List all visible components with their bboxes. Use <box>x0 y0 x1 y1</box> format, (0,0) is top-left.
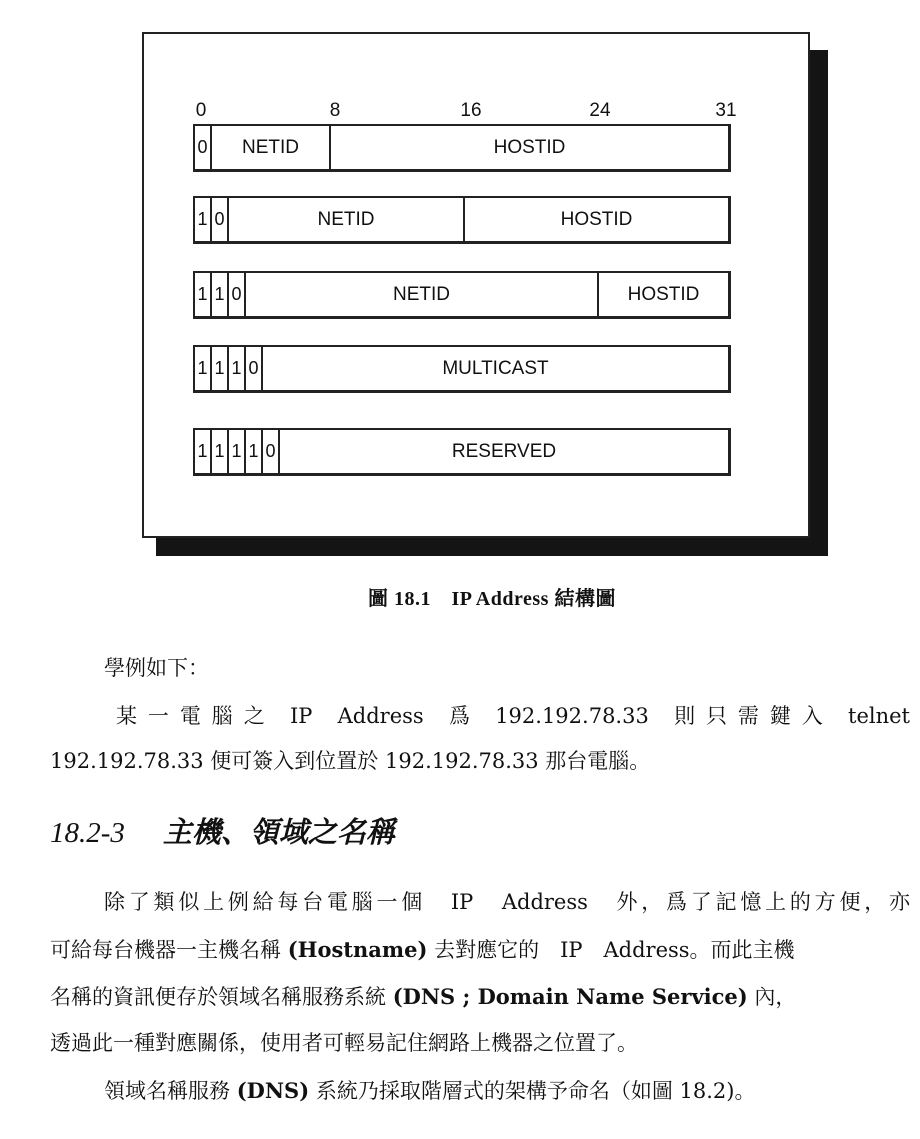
class-b-netid: NETID <box>229 198 465 241</box>
class-c-bit-2: 0 <box>229 273 246 316</box>
class-a-hostid: HOSTID <box>493 136 566 158</box>
class-c-netid: NETID <box>246 273 599 316</box>
section-heading <box>50 810 395 851</box>
dns-term: (DNS ; Domain Name Service) <box>392 984 748 1009</box>
dns-abbrev: (DNS) <box>236 1078 310 1103</box>
bit-position-24: 24 <box>589 100 611 121</box>
body-p1-line-2-c: 去對應它的 IP Address。而此主機 <box>427 938 795 962</box>
class-d-bit-0: 1 <box>195 347 212 390</box>
body-p2-c: 系統乃採取階層式的架構予命名（如圖 18.2)。 <box>309 1079 756 1103</box>
class-b-bit-0: 1 <box>195 198 212 241</box>
example-line-2: 192.192.78.33 便可簽入到位置於 192.192.78.33 那台電腦。 <box>50 749 651 773</box>
class-b-hostid: HOSTID <box>560 208 633 230</box>
class-e-row <box>193 428 731 476</box>
class-e-reserved: RESERVED <box>451 440 557 462</box>
body-p1-line-3 <box>50 981 796 1011</box>
bit-position-31: 31 <box>715 100 737 121</box>
body-p1-line-3-a: 名稱的資訊便存於領域名稱服務系統 <box>50 985 393 1009</box>
body-p1-line-4: 透過此一種對應關係，使用者可輕易記住網路上機器之位置了。 <box>50 1031 638 1055</box>
class-a-row <box>193 124 731 172</box>
class-d-bit-1: 1 <box>212 347 229 390</box>
class-c-bit-0: 1 <box>195 273 212 316</box>
class-b-bit-1: 0 <box>212 198 229 241</box>
body-p1-line-2-a: 可給每台機器一主機名稱 <box>50 938 288 962</box>
class-d-bit-2: 1 <box>229 347 246 390</box>
example-intro: 學例如下： <box>104 656 209 680</box>
class-e-bit-4: 0 <box>263 430 280 473</box>
section-title: 主機、領域之名稱 <box>162 815 395 849</box>
example-line-1: 某 一 電 腦 之 IP Address 爲 192.192.78.33 則 只 需 鍵 入 telnet <box>116 704 910 728</box>
class-e-bit-3: 1 <box>246 430 263 473</box>
bit-position-0: 0 <box>195 100 207 121</box>
class-b-row <box>193 196 731 244</box>
class-c-hostid: HOSTID <box>627 283 700 305</box>
class-e-bit-1: 1 <box>212 430 229 473</box>
body-p2 <box>104 1075 755 1105</box>
body-p1-line-1: 除了類似上例給每台電腦一個 IP Address 外，爲了記憶上的方便，亦 <box>104 890 910 914</box>
class-d-bit-3: 0 <box>246 347 263 390</box>
hostname-term: (Hostname) <box>287 937 428 962</box>
figure-caption: 圖 18.1 IP Address 結構圖 <box>368 588 616 610</box>
class-e-bit-0: 1 <box>195 430 212 473</box>
body-p1-line-2 <box>50 934 795 964</box>
class-d-multicast: MULTICAST <box>442 357 549 379</box>
section-number: 18.2-3 <box>50 817 125 849</box>
class-a-netid: NETID <box>212 126 331 169</box>
bit-position-16: 16 <box>460 100 482 121</box>
class-e-bit-2: 1 <box>229 430 246 473</box>
class-c-bit-1: 1 <box>212 273 229 316</box>
bit-position-8: 8 <box>329 100 341 121</box>
class-d-row <box>193 345 731 393</box>
class-c-row <box>193 271 731 319</box>
body-p2-a: 領域名稱服務 <box>104 1079 237 1103</box>
class-a-bit-0: 0 <box>195 126 212 169</box>
body-p1-line-3-c: 內， <box>747 985 797 1009</box>
